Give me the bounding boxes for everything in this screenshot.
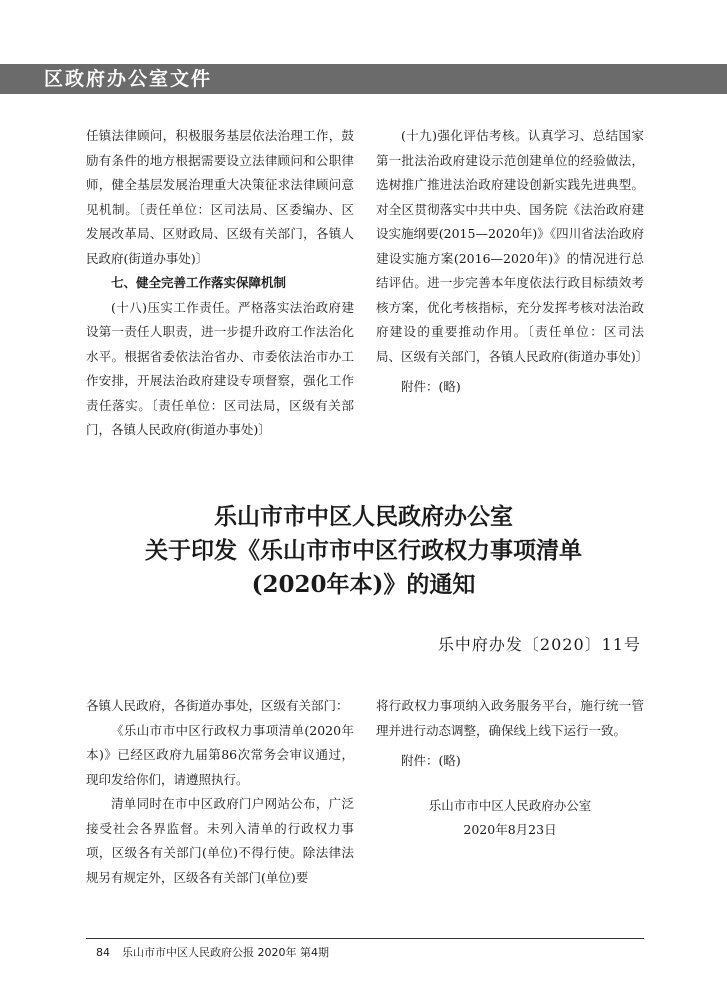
upper-attachment-note: 附件：(略) xyxy=(401,379,461,394)
upper-right-column xyxy=(376,124,649,400)
notice-title-line-3: (2020年本)》的通知 xyxy=(251,571,476,598)
salutation: 各镇人民政府，各街道办事处，区级有关部门： xyxy=(86,698,349,713)
signature-date: 2020年8月23日 xyxy=(463,822,557,837)
page-footer xyxy=(96,944,329,960)
notice-title-line-1: 乐山市市中区人民政府办公室 xyxy=(214,503,513,530)
page-number: 84 xyxy=(96,946,110,959)
upper-left-paragraph: 任镇法律顾问，积极服务基层依法治理工作，鼓励有条件的地方根据需要设立法律顾问和公职律师，健全基层发展治理重大决策征求法律顾问意见机制。〔责任单位：区司法局、区委编办、区发展改革局、区财政局、区级有关部门，各镇人民政府(街道办事处)〕 xyxy=(86,128,354,266)
body-paragraph-2: 清单同时在市中区政府门户网站公布，广泛接受社会各界监督。未列入清单的行政权力事项，区级各有关部门(单位)不得行使。除法律法规另有规定外，区级各有关部门(单位)要 xyxy=(86,796,354,885)
upper-left-column xyxy=(86,124,354,443)
signature-organization: 乐山市市中区人民政府办公室 xyxy=(428,797,592,813)
publication-info: 乐山市市中区人民政府公报 2020年 第4期 xyxy=(122,946,329,959)
lower-right-column xyxy=(376,694,644,843)
section-header-title: 区政府办公室文件 xyxy=(44,68,213,90)
lower-left-column xyxy=(86,694,354,890)
body-paragraph-1: 《乐山市市中区行政权力事项清单(2020年本)》已经区政府九届第86次常务会审议通过，现印发给你们，请遵照执行。 xyxy=(86,722,354,787)
lower-attachment-note: 附件：(略) xyxy=(401,753,461,768)
footer-divider xyxy=(86,938,644,939)
notice-title xyxy=(0,500,727,602)
section-heading-seven: 七、健全完善工作落实保障机制 xyxy=(111,275,287,290)
document-number: 乐中府办发〔2020〕11号 xyxy=(437,635,641,654)
item-nineteen-paragraph: (十九)强化评估考核。认真学习、总结国家第一批法治政府建设示范创建单位的经验做法，选树推广推进法治政府建设创新实践先进典型。对全区贯彻落实中共中央、国务院《法治政府建设实施纲要(2015—2020年)》《四川省法治政府建设实施方案(2016—2020年)》的情况进行总结评估。进一步完善本年度依法行政目标绩效考核方案，优化考核指标，充分发挥考核对法治政府建设的重要推动作用。〔责任单位：区司法局、区级有关部门，各镇人民政府(街道办事处)〕 xyxy=(376,128,649,364)
item-eighteen-paragraph: (十八)压实工作责任。严格落实法治政府建设第一责任人职责，进一步提升政府工作法治化水平。根据省委依法治省办、市委依法治市办工作安排，开展法治政府建设专项督察，强化工作责任落实。〔责任单位：区司法局，区级有关部门，各镇人民政府(街道办事处)〕 xyxy=(86,299,354,437)
body-paragraph-continued: 将行政权力事项纳入政务服务平台，施行统一管理并进行动态调整，确保线上线下运行一致。 xyxy=(376,698,644,738)
notice-title-line-2: 关于印发《乐山市市中区行政权力事项清单 xyxy=(145,537,582,564)
